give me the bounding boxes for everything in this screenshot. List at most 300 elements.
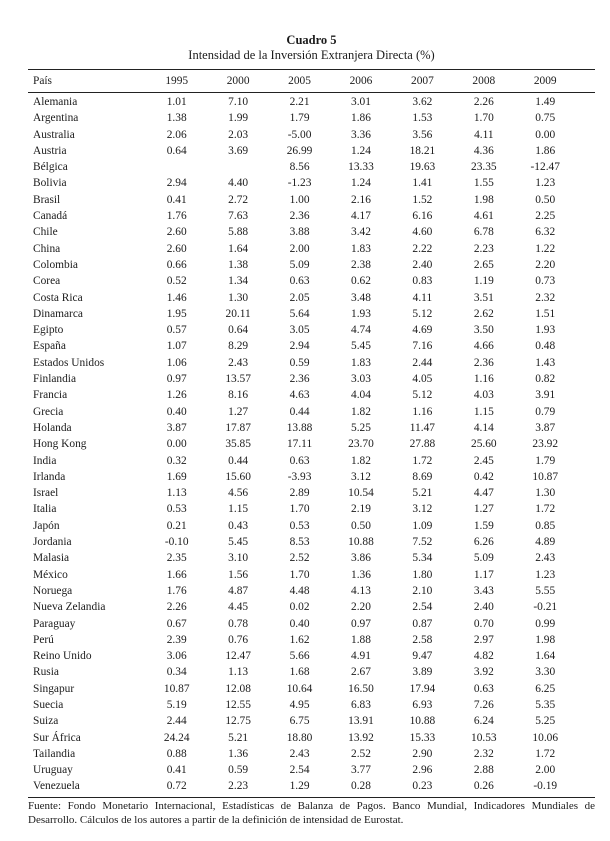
col-header-2000: 2000 [226,75,250,87]
value-cell-2006: 1.82 [351,405,371,418]
table-row [28,290,595,306]
country-cell: España [33,340,66,353]
value-cell-1995: 1.46 [166,291,187,304]
value-cell-2000: 1.38 [228,258,249,271]
table-row [28,127,595,143]
value-cell-2006: 1.24 [351,177,371,190]
value-cell-2009: 23.92 [532,438,559,451]
value-cell-2000: 12.47 [225,650,251,663]
value-cell-2006: 10.88 [348,536,374,549]
value-cell-2008: 4.36 [473,144,494,157]
value-cell-2007: 18.21 [409,144,436,157]
value-cell-1995: 3.87 [166,421,187,434]
value-cell-2009: 4.89 [535,536,556,549]
value-cell-2005: 8.53 [289,536,310,549]
value-cell-2000: 12.08 [225,682,251,695]
value-cell-2009: 0.99 [535,617,556,630]
value-cell-2009: 0.00 [535,128,556,141]
value-cell-2009: 0.85 [535,519,556,532]
value-cell-1995: 1.01 [166,96,187,108]
value-cell-1995: 1.76 [166,210,187,223]
value-cell-2009: 0.79 [535,405,556,418]
value-cell-2009: 6.32 [535,226,556,239]
source-note: Fuente: Fondo Monetario Internacional, Estadísticas de Balanza de Pagos. Banco Mundial, Indicadores Mundiales de Desarrollo. Cálculos de los autores a partir de la definición de intensidad de Eurostat. [28,799,595,826]
value-cell-2009: 2.20 [535,258,556,271]
value-cell-1995: 0.32 [166,454,187,467]
value-cell-2006: 2.52 [351,747,371,760]
value-cell-2009: 10.87 [532,470,559,483]
country-cell: Irlanda [33,470,66,483]
table-row [28,224,595,240]
value-cell-2009: 5.35 [535,698,556,711]
value-cell-2008: 25.60 [471,438,497,451]
table-row [28,534,595,550]
value-cell-2005: -3.93 [287,470,312,483]
value-cell-1995: 2.60 [166,242,187,255]
table-row [28,485,595,501]
value-cell-2009: -0.21 [533,601,558,614]
value-cell-2000: 15.60 [225,470,251,483]
value-cell-2007: 4.60 [412,226,433,239]
country-cell: Chile [33,226,58,239]
value-cell-2009: 0.73 [535,275,556,288]
value-cell-2006: 2.67 [351,666,371,679]
table-row [28,713,595,729]
value-cell-1995: 1.26 [166,389,187,402]
value-cell-2006: 3.12 [351,470,371,483]
value-cell-2007: 5.34 [412,552,433,565]
value-cell-2008: 4.47 [473,487,494,500]
value-cell-2009: 2.25 [535,210,556,223]
table-row [28,469,595,485]
value-cell-2006: 2.16 [351,193,371,206]
value-cell-2008: 4.03 [473,389,494,402]
table-row [28,648,595,664]
value-cell-2009: 10.06 [532,731,559,744]
value-cell-2009: 1.64 [535,650,556,663]
value-cell-2008: 1.27 [473,503,494,516]
value-cell-2000: 12.75 [225,715,251,728]
value-cell-2006: 13.92 [348,731,374,744]
value-cell-2005: 0.63 [289,454,310,467]
value-cell-2000: 5.45 [228,536,249,549]
country-cell: Venezuela [33,780,80,793]
table-row [28,599,595,615]
value-cell-2005: 1.68 [289,666,310,679]
country-cell: India [33,454,57,467]
value-cell-1995: 2.44 [166,715,187,728]
value-cell-2008: 2.36 [473,356,494,369]
value-cell-2007: 5.12 [412,307,433,320]
table-row [28,746,595,762]
country-cell: Suecia [33,698,64,711]
value-cell-2008: 2.88 [473,764,494,777]
table-row [28,501,595,517]
table-row [28,306,595,322]
value-cell-2006: 5.45 [351,340,371,353]
value-cell-2000: 20.11 [225,307,251,320]
value-cell-2009: 1.23 [535,177,556,190]
table-number-title: Cuadro 5 [286,33,337,47]
country-cell: Finlandia [33,373,77,386]
value-cell-2000: 1.30 [228,291,249,304]
table-row [28,762,595,778]
value-cell-2008: 2.65 [473,258,494,271]
value-cell-1995: 1.38 [166,112,187,125]
country-cell: Perú [33,633,54,646]
value-cell-2009: 2.43 [535,552,556,565]
value-cell-2008: 1.16 [473,373,494,386]
value-cell-2007: 0.87 [412,617,433,630]
table-row [28,583,595,599]
value-cell-2006: 4.17 [351,210,371,223]
value-cell-2007: 11.47 [409,421,435,434]
value-cell-2009: 3.87 [535,421,556,434]
value-cell-2006: 1.36 [351,568,371,581]
value-cell-2000: 3.10 [228,552,249,565]
value-cell-2007: 3.56 [412,128,433,141]
table-block [28,33,595,827]
value-cell-2000: 1.13 [228,666,249,679]
value-cell-2007: 10.88 [409,715,436,728]
value-cell-2007: 4.11 [412,291,433,304]
country-cell: Hong Kong [33,438,87,451]
value-cell-2006: 1.83 [351,356,371,369]
value-cell-2005: 3.88 [289,226,310,239]
country-cell: Italia [33,503,57,516]
value-cell-2005: 0.63 [289,275,310,288]
value-cell-2005: 2.43 [289,747,310,760]
table-row [28,175,595,191]
value-cell-2006: 1.93 [351,307,371,320]
country-cell: Canadá [33,210,68,223]
value-cell-2008: 4.11 [474,128,494,141]
value-cell-2007: 2.90 [412,747,433,760]
value-cell-1995: 1.13 [166,487,187,500]
value-cell-2006: 0.62 [351,275,371,288]
value-cell-2000: 3.69 [228,144,249,157]
value-cell-1995: 0.00 [166,438,187,451]
country-cell: Paraguay [33,617,76,630]
country-cell: Dinamarca [33,307,83,320]
value-cell-2007: 5.12 [412,389,433,402]
value-cell-2007: 0.83 [412,275,433,288]
table-row [28,616,595,632]
value-cell-2005: 0.02 [289,601,310,614]
value-cell-2005: 2.36 [289,210,310,223]
value-cell-2009: 1.93 [535,324,556,337]
value-cell-2000: 4.56 [228,487,249,500]
col-header-1995: 1995 [165,75,189,87]
value-cell-2005: -1.23 [287,177,312,190]
value-cell-1995: 0.53 [166,503,187,516]
value-cell-2009: -0.19 [533,780,558,793]
value-cell-2000: 12.55 [225,698,251,711]
value-cell-2007: 6.93 [412,698,433,711]
value-cell-2008: 5.09 [473,552,494,565]
country-cell: Argentina [33,112,79,125]
value-cell-2000: 1.27 [228,405,249,418]
value-cell-2005: 5.66 [289,650,310,663]
value-cell-2006: 0.50 [351,519,371,532]
value-cell-2008: 1.19 [473,275,494,288]
value-cell-2009: 2.32 [535,291,556,304]
table-row [28,453,595,469]
value-cell-2000: 0.59 [228,764,249,777]
value-cell-2008: 6.26 [473,536,494,549]
table-row [28,241,595,257]
value-cell-2006: 16.50 [348,682,374,695]
value-cell-2000: 2.72 [228,193,249,206]
country-cell: Bélgica [33,161,68,174]
value-cell-2007: 2.40 [412,258,433,271]
table-row [28,192,595,208]
value-cell-2008: 0.42 [473,470,494,483]
country-cell: Grecia [33,405,64,418]
value-cell-2008: 2.23 [473,242,494,255]
value-cell-2000: 5.21 [228,731,249,744]
value-cell-2008: 4.82 [473,650,494,663]
table-row [28,387,595,403]
value-cell-2000: 0.76 [228,633,249,646]
value-cell-2005: 1.29 [289,780,310,793]
value-cell-2009: 1.72 [535,747,556,760]
value-cell-2006: 2.38 [351,258,371,271]
value-cell-2000: 0.78 [228,617,249,630]
col-header-2007: 2007 [411,75,434,87]
value-cell-2000: 13.57 [225,373,251,386]
value-cell-2005: 2.89 [289,487,310,500]
table-row [28,567,595,583]
value-cell-1995: 0.41 [166,764,187,777]
value-cell-2000: 1.36 [228,747,249,760]
value-cell-2006: 1.86 [351,112,371,125]
value-cell-2009: 0.75 [535,112,556,125]
value-cell-2005: 4.48 [289,584,310,597]
value-cell-2007: 1.72 [412,454,433,467]
value-cell-2006: 3.86 [351,552,371,565]
value-cell-2006: 3.77 [351,764,371,777]
value-cell-2007: 19.63 [409,161,436,174]
value-cell-1995: 1.07 [166,340,187,353]
value-cell-2009: 1.30 [535,487,556,500]
value-cell-2005: 4.95 [289,698,310,711]
value-cell-2008: 4.66 [473,340,494,353]
value-cell-1995: 2.60 [166,226,187,239]
col-header-2008: 2008 [472,75,496,87]
value-cell-1995: 0.72 [166,780,187,793]
value-cell-2007: 7.16 [412,340,433,353]
value-cell-2005: 1.62 [289,633,310,646]
value-cell-2007: 2.54 [412,601,433,614]
value-cell-2005: 3.05 [289,324,310,337]
value-cell-1995: 2.94 [166,177,187,190]
value-cell-1995: -0.10 [164,536,189,549]
value-cell-2008: 23.35 [471,161,497,174]
value-cell-2005: 8.56 [289,161,310,174]
country-cell: Uruguay [33,764,73,777]
table-row [28,730,595,746]
value-cell-2008: 1.59 [473,519,494,532]
table-row [28,257,595,273]
value-cell-2005: 17.11 [286,438,313,451]
value-cell-2007: 2.58 [412,633,433,646]
value-cell-2000: 2.23 [228,780,249,793]
value-cell-2005: 2.00 [289,242,310,255]
value-cell-2008: 3.51 [473,291,494,304]
table-row [28,208,595,224]
value-cell-2009: 0.50 [535,193,556,206]
table-header-row [28,70,595,93]
value-cell-2005: 1.70 [289,568,310,581]
country-cell: Colombia [33,258,78,271]
value-cell-2007: 17.94 [409,682,436,695]
value-cell-2005: 5.09 [289,258,310,271]
value-cell-2006: 3.36 [351,128,371,141]
value-cell-2007: 7.52 [412,536,433,549]
value-cell-1995: 1.69 [166,470,187,483]
value-cell-1995: 2.35 [166,552,187,565]
value-cell-2000: 0.44 [228,454,249,467]
value-cell-2009: 6.25 [535,682,556,695]
country-cell: Jordania [33,536,72,549]
value-cell-2008: 1.55 [473,177,494,190]
table-body [28,93,595,798]
value-cell-2008: 1.70 [473,112,494,125]
table-subtitle: Intensidad de la Inversión Extranjera Directa (%) [188,48,435,62]
value-cell-2006: 3.42 [351,226,371,239]
value-cell-2000: 4.45 [228,601,249,614]
value-cell-2007: 2.22 [412,242,433,255]
value-cell-2006: 5.25 [351,421,371,434]
value-cell-1995: 2.26 [166,601,187,614]
value-cell-2009: -12.47 [530,161,560,174]
value-cell-2008: 0.26 [473,780,494,793]
value-cell-1995: 5.19 [166,698,187,711]
value-cell-2008: 3.92 [473,666,494,679]
value-cell-2006: 10.54 [348,487,374,500]
value-cell-2005: 0.59 [289,356,310,369]
value-cell-2006: 23.70 [348,438,374,451]
value-cell-2007: 15.33 [409,731,436,744]
value-cell-2007: 3.89 [412,666,433,679]
value-cell-2005: 6.75 [289,715,310,728]
value-cell-2008: 6.78 [473,226,494,239]
value-cell-2005: 26.99 [286,144,313,157]
value-cell-2006: 1.82 [351,454,371,467]
table-row [28,338,595,354]
value-cell-2000: 1.34 [228,275,249,288]
country-cell: Reino Unido [33,650,92,663]
value-cell-2009: 1.43 [535,356,556,369]
col-header-2009: 2009 [533,75,557,87]
value-cell-2009: 1.98 [535,633,556,646]
value-cell-2005: 10.64 [286,682,313,695]
value-cell-2005: 0.40 [289,617,310,630]
table-row [28,159,595,175]
col-header-pais: País [33,75,52,87]
value-cell-2009: 1.22 [535,242,556,255]
value-cell-1995 [146,159,207,175]
value-cell-1995: 0.21 [166,519,187,532]
value-cell-2007: 1.53 [412,112,433,125]
value-cell-2008: 2.62 [473,307,494,320]
value-cell-2000 [207,159,268,175]
value-cell-2006: 13.33 [348,161,374,174]
value-cell-2007: 1.80 [412,568,433,581]
value-cell-2007: 2.10 [412,584,433,597]
value-cell-2008: 1.15 [473,405,494,418]
country-cell: Israel [33,487,59,500]
value-cell-2006: 4.13 [351,584,371,597]
value-cell-2007: 6.16 [412,210,433,223]
value-cell-2009: 1.23 [535,568,556,581]
country-cell: Singapur [33,682,75,695]
country-cell: Alemania [33,96,78,108]
table-row [28,355,595,371]
table-row [28,436,595,452]
table-row [28,778,595,794]
value-cell-2009: 1.86 [535,144,556,157]
value-cell-1995: 10.87 [163,682,190,695]
value-cell-2000: 0.64 [228,324,249,337]
value-cell-2007: 27.88 [409,438,436,451]
value-cell-2007: 2.96 [412,764,433,777]
table-row [28,404,595,420]
value-cell-2008: 6.24 [473,715,494,728]
country-cell: Suiza [33,715,59,728]
table-row [28,632,595,648]
value-cell-2006: 4.04 [351,389,371,402]
value-cell-1995: 1.06 [166,356,187,369]
value-cell-2005: 5.64 [289,307,310,320]
value-cell-2007: 1.41 [412,177,433,190]
value-cell-2009: 1.79 [535,454,556,467]
value-cell-2005: 1.79 [289,112,310,125]
value-cell-1995: 2.39 [166,633,187,646]
value-cell-2000: 2.43 [228,356,249,369]
table-row [28,664,595,680]
value-cell-2008: 0.63 [473,682,494,695]
value-cell-2005: 13.88 [286,421,313,434]
country-cell: Bolivia [33,177,67,190]
value-cell-1995: 3.06 [166,650,187,663]
value-cell-2005: 18.80 [286,731,313,744]
country-cell: Australia [33,128,75,141]
value-cell-2008: 2.40 [473,601,494,614]
value-cell-2006: 6.83 [351,698,371,711]
table-row [28,94,595,110]
fdi-intensity-table [28,69,595,798]
country-cell: Holanda [33,421,72,434]
value-cell-2008: 3.43 [473,584,494,597]
value-cell-1995: 0.34 [166,666,187,679]
value-cell-1995: 0.97 [166,373,187,386]
value-cell-1995: 0.57 [166,324,187,337]
country-cell: Sur África [33,731,81,744]
value-cell-2006: 1.83 [351,242,371,255]
country-cell: China [33,242,61,255]
value-cell-2007: 3.62 [412,96,433,108]
value-cell-2005: 2.05 [289,291,310,304]
value-cell-2006: 3.03 [351,373,371,386]
value-cell-2006: 3.48 [351,291,371,304]
country-cell: México [33,568,68,581]
value-cell-2009: 0.48 [535,340,556,353]
value-cell-2006: 4.74 [351,324,371,337]
value-cell-2009: 1.49 [535,96,556,108]
value-cell-2007: 9.47 [412,650,433,663]
